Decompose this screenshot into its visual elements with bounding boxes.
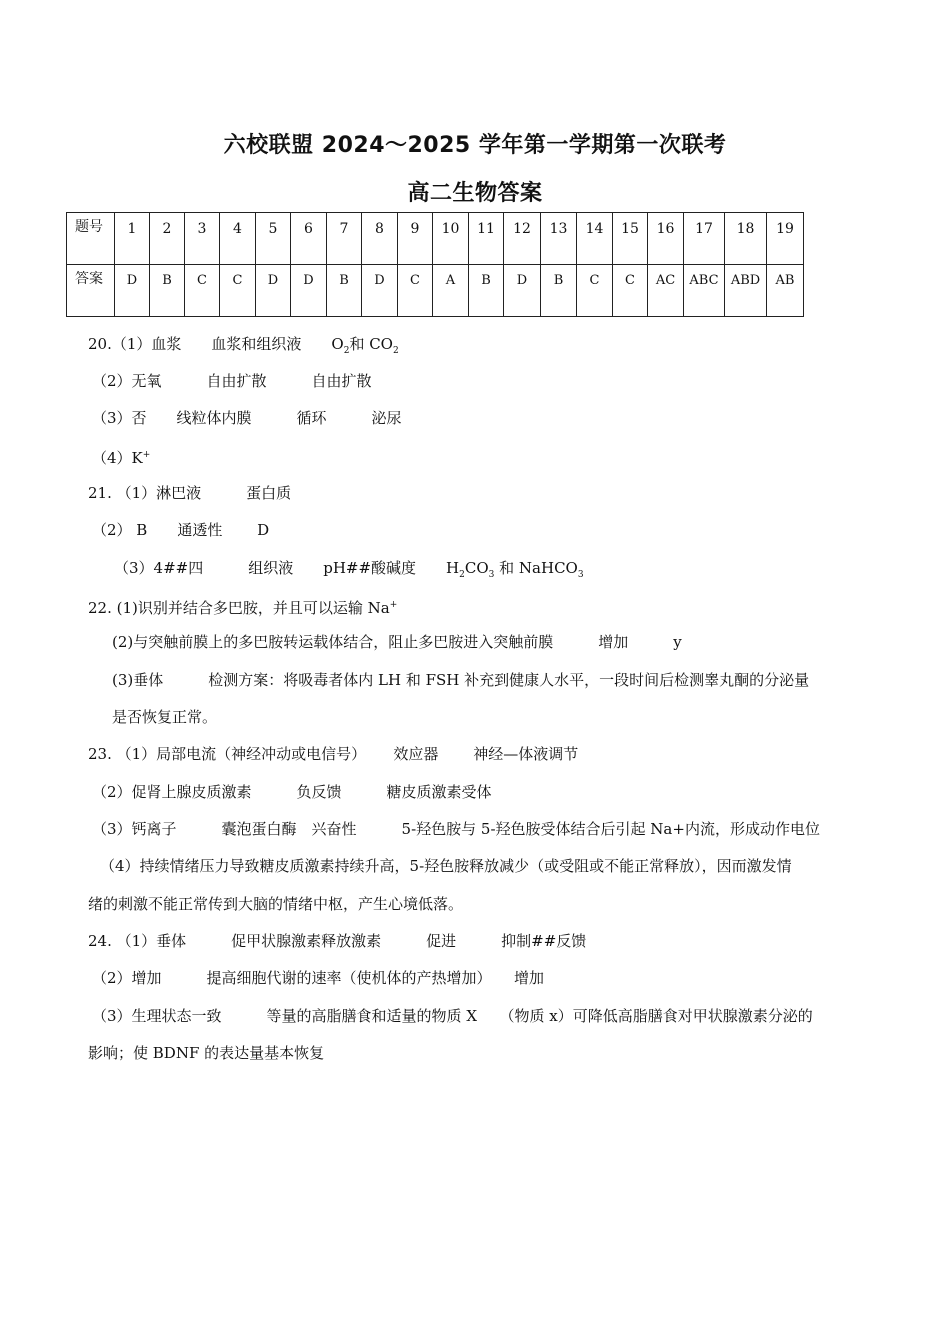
q24-line-1: 24. （1）垂体 促甲状腺激素释放激素 促进 抑制##反馈	[88, 932, 587, 950]
q20-line-3: （3）否 线粒体内膜 循环 泌尿	[92, 409, 402, 427]
question-number-cell: 16	[648, 213, 684, 265]
title-line-1: 六校联盟 2024～2025 学年第一学期第一次联考	[223, 133, 727, 158]
question-number-cell: 9	[398, 213, 433, 265]
question-number-cell: 7	[327, 213, 362, 265]
question-number-cell: 10	[433, 213, 469, 265]
question-number-cell: 13	[541, 213, 577, 265]
answer-cell: B	[150, 265, 185, 317]
q24-line-4: 影响；使 BDNF 的表达量基本恢复	[88, 1044, 325, 1062]
answer-cell: D	[291, 265, 327, 317]
q20-line-2: （2）无氧 自由扩散 自由扩散	[92, 372, 372, 390]
answer-cell: C	[398, 265, 433, 317]
question-number-cell: 1	[115, 213, 150, 265]
q22-line-1: 22. (1)识别并结合多巴胺，并且可以运输 Na+	[88, 599, 398, 617]
question-number-cell: 2	[150, 213, 185, 265]
answer-cell: ABC	[684, 265, 725, 317]
answer-cell: AB	[767, 265, 804, 317]
q20-line-1: 20.（1）血浆 血浆和组织液 $O_2$和 $CO_2$	[88, 335, 399, 356]
answer-cell: C	[185, 265, 220, 317]
q23-line-5: 绪的刺激不能正常传到大脑的情绪中枢，产生心境低落。	[88, 895, 464, 913]
q20-line-4: （4）K+	[92, 449, 151, 467]
answer-cell: C	[220, 265, 256, 317]
q22-line-4: 是否恢复正常。	[112, 708, 218, 726]
question-number-row	[67, 213, 804, 265]
title-line-2: 高二生物答案	[407, 181, 543, 206]
question-number-cell: 3	[185, 213, 220, 265]
answer-cell: B	[327, 265, 362, 317]
question-number-cell: 14	[577, 213, 613, 265]
answer-row	[67, 265, 804, 317]
row-header-number: 题号	[67, 213, 115, 265]
question-number-cell: 6	[291, 213, 327, 265]
q21-line-3: （3）4##四 组织液 pH##酸碱度 $H_2CO_3$ 和 NaHCO$_3$	[114, 559, 584, 580]
answer-cell: ABD	[725, 265, 767, 317]
answer-cell: AC	[648, 265, 684, 317]
q22-line-3: (3)垂体 检测方案：将吸毒者体内 LH 和 FSH 补充到健康人水平，一段时间后检测睾丸酮的分泌量	[112, 671, 810, 689]
question-number-cell: 11	[469, 213, 504, 265]
q21-line-1: 21. （1）淋巴液 蛋白质	[88, 484, 292, 502]
question-number-cell: 8	[362, 213, 398, 265]
q23-line-2: （2）促肾上腺皮质激素 负反馈 糖皮质激素受体	[92, 783, 492, 801]
question-number-cell: 15	[613, 213, 648, 265]
question-number-cell: 19	[767, 213, 804, 265]
answer-table	[66, 212, 804, 317]
q22-line-2: (2)与突触前膜上的多巴胺转运载体结合，阻止多巴胺进入突触前膜 增加 y	[112, 633, 682, 651]
question-number-cell: 18	[725, 213, 767, 265]
q23-line-4: （4）持续情绪压力导致糖皮质激素持续升高，5-羟色胺释放减少（或受阻或不能正常释放），因而激发情	[100, 857, 792, 875]
q23-line-3: （3）钙离子 囊泡蛋白酶 兴奋性 5-羟色胺与 5-羟色胺受体结合后引起 Na+内流，形成动作电位	[92, 820, 820, 838]
q23-line-1: 23. （1）局部电流（神经冲动或电信号） 效应器 神经—体液调节	[88, 745, 579, 763]
answer-cell: D	[504, 265, 541, 317]
question-number-cell: 5	[256, 213, 291, 265]
question-number-cell: 12	[504, 213, 541, 265]
answer-cell: A	[433, 265, 469, 317]
row-header-answer: 答案	[67, 265, 115, 317]
question-number-cell: 4	[220, 213, 256, 265]
q21-line-2: （2） B 通透性 D	[92, 521, 270, 539]
answer-cell: B	[541, 265, 577, 317]
answer-cell: D	[115, 265, 150, 317]
answer-cell: D	[256, 265, 291, 317]
question-number-cell: 17	[684, 213, 725, 265]
q24-line-3: （3）生理状态一致 等量的高脂膳食和适量的物质 X （物质 x）可降低高脂膳食对甲状腺激素分泌的	[92, 1007, 813, 1025]
answer-cell: B	[469, 265, 504, 317]
q24-line-2: （2）增加 提高细胞代谢的速率（使机体的产热增加） 增加	[92, 969, 545, 987]
answer-cell: D	[362, 265, 398, 317]
answer-cell: C	[613, 265, 648, 317]
answer-cell: C	[577, 265, 613, 317]
